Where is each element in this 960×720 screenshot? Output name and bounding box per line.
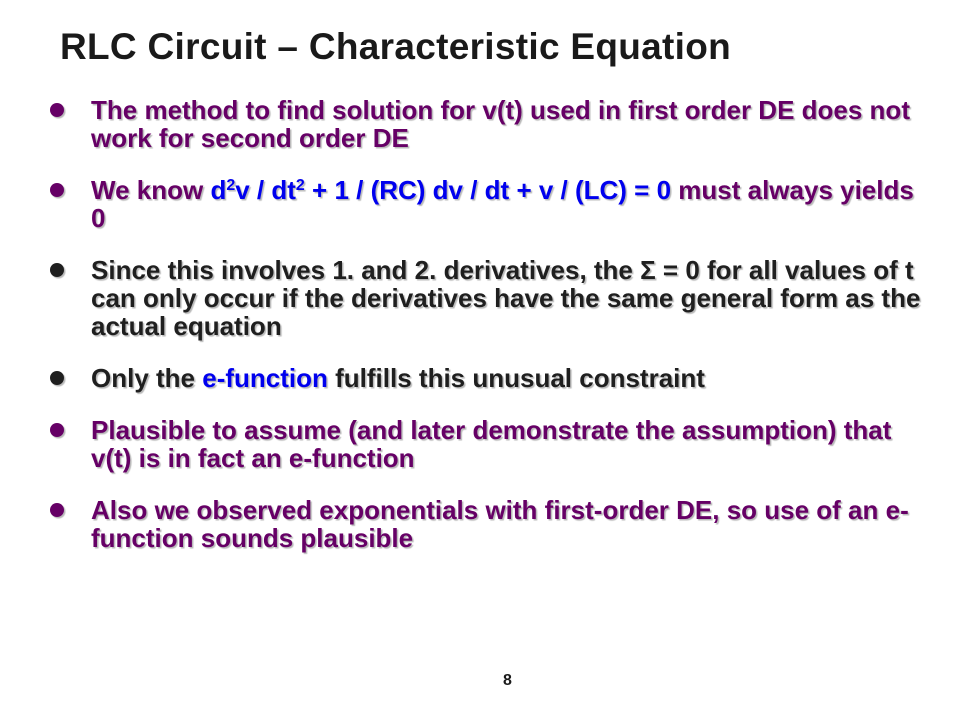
bullet-dot-icon bbox=[50, 423, 64, 437]
bullet-we-know-equation bbox=[44, 176, 924, 232]
equation-middle: v / dt bbox=[235, 175, 296, 205]
bullet-exponentials bbox=[44, 496, 924, 552]
bullet-dot-icon bbox=[50, 371, 64, 385]
bullet-prefix: We know bbox=[91, 175, 211, 205]
bullet-only-e-function bbox=[44, 364, 924, 392]
equation-d: d bbox=[210, 175, 227, 205]
bullet-dot-icon bbox=[50, 263, 64, 277]
equation-superscript-2: 2 bbox=[295, 177, 305, 194]
bullet-dot-icon bbox=[50, 503, 64, 517]
bullet-dot-icon bbox=[50, 103, 64, 117]
differential-equation bbox=[210, 175, 671, 205]
bullet-suffix: must always yields 0 bbox=[91, 175, 914, 233]
equation-rest: + 1 / (RC) dv / dt + v / (LC) = 0 bbox=[304, 175, 672, 205]
bullet-text: Also we observed exponentials with first-order DE, so use of an e-function sounds plausible bbox=[91, 495, 909, 553]
e-function-highlight: e-function bbox=[202, 363, 328, 393]
slide-title: RLC Circuit – Characteristic Equation bbox=[60, 26, 732, 67]
bullet-plausible-assumption bbox=[44, 416, 924, 472]
bullet-method-first-order bbox=[44, 96, 924, 152]
bullet-suffix: fulfills this unusual constraint bbox=[327, 363, 705, 393]
bullet-dot-icon bbox=[50, 183, 64, 197]
bullet-text: Since this involves 1. and 2. derivatives, the Σ = 0 for all values of t can only occur if the derivatives have the same general form as the actual equation bbox=[91, 255, 921, 341]
equation-superscript-1: 2 bbox=[226, 177, 236, 194]
bullet-list bbox=[44, 96, 924, 576]
bullet-text: The method to find solution for v(t) used in first order DE does not work for second order DE bbox=[91, 95, 910, 153]
page-number: 8 bbox=[503, 672, 512, 689]
bullet-text: Plausible to assume (and later demonstrate the assumption) that v(t) is in fact an e-function bbox=[91, 415, 892, 473]
bullet-prefix: Only the bbox=[91, 363, 203, 393]
bullet-derivatives bbox=[44, 256, 924, 340]
